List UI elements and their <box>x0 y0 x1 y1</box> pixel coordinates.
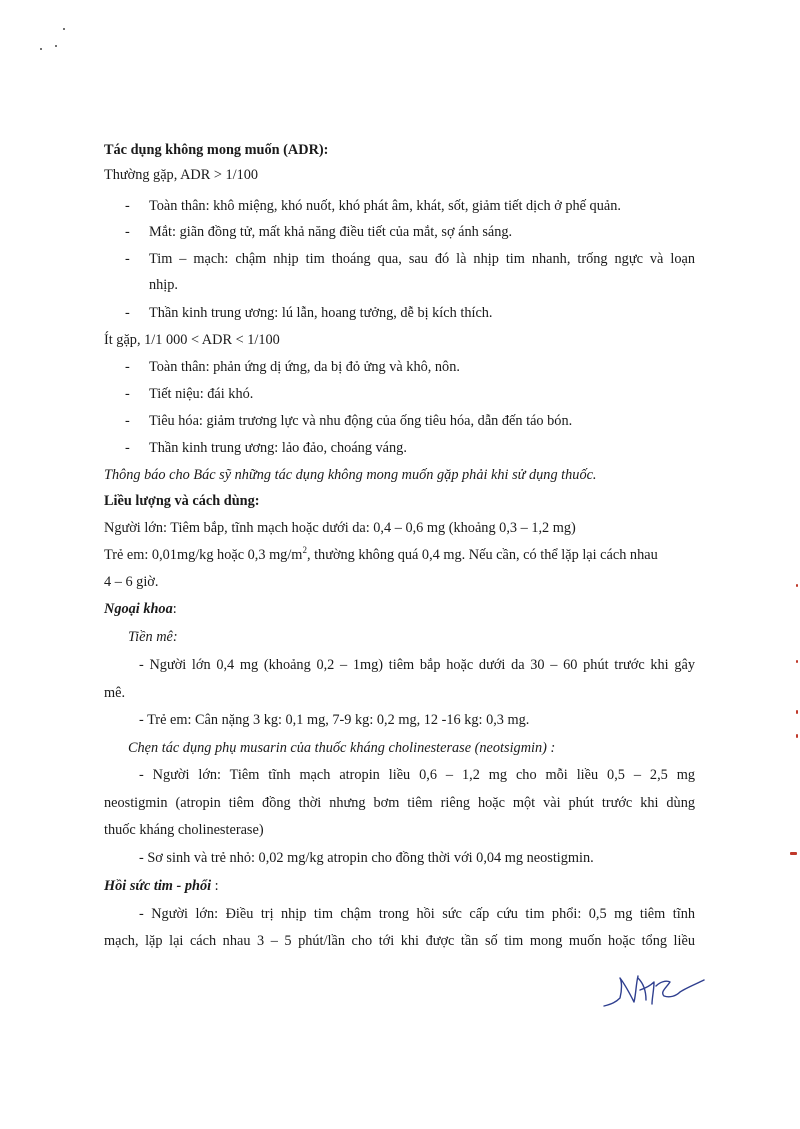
resus-heading-text: Hồi sức tim - phổi <box>104 878 212 894</box>
bullet-dash: - <box>125 251 130 267</box>
adr-common-item: Toàn thân: khô miệng, khó nuốt, khó phát âm, khát, sốt, giảm tiết dịch ở phế quản. <box>149 198 621 214</box>
adr-common-item: Mắt: giãn đồng tử, mất khả năng điều tiết của mắt, sợ ánh sáng. <box>149 224 513 240</box>
bullet-dash: - <box>125 440 130 456</box>
adr-common-item-continuation: nhịp. <box>149 277 178 293</box>
dosage-child-superscript: 2 <box>302 545 307 556</box>
dosage-child-text: Trẻ em: 0,01mg/kg hoặc 0,3 mg/m <box>104 547 303 563</box>
adr-common-item: Thần kinh trung ương: lú lẫn, hoang tưởng, dễ bị kích thích. <box>149 305 493 321</box>
resus-adult: - Người lớn: Điều trị nhịp tim chậm trong hồi sức cấp cứu tim phổi: 0,5 mg tiêm tĩnh <box>139 906 695 922</box>
margin-mark <box>790 852 797 855</box>
dosage-adult: Người lớn: Tiêm bắp, tĩnh mạch hoặc dưới da: 0,4 – 0,6 mg (khoảng 0,3 – 1,2 mg) <box>104 520 576 536</box>
adr-common-item: Tim – mạch: chậm nhịp tim thoáng qua, sau đó là nhịp tim nhanh, trống ngực và loạn <box>149 251 695 267</box>
resus-heading-colon: : <box>211 878 219 894</box>
block-newborn: - Sơ sinh và trẻ nhỏ: 0,02 mg/kg atropin cho đồng thời với 0,04 mg neostigmin. <box>139 850 594 866</box>
adr-heading: Tác dụng không mong muốn (ADR): <box>104 142 329 158</box>
adr-notice: Thông báo cho Bác sỹ những tác dụng không mong muốn gặp phải khi sử dụng thuốc. <box>104 467 597 483</box>
dosage-child-continuation: 4 – 6 giờ. <box>104 574 159 590</box>
premed-subheading: Tiền mê: <box>128 629 178 645</box>
adr-uncommon-item: Tiêu hóa: giảm trương lực và nhu động của ống tiêu hóa, dẫn đến táo bón. <box>149 413 573 429</box>
scan-speck <box>63 28 65 30</box>
premed-adult-continuation: mê. <box>104 685 126 701</box>
signature <box>600 968 710 1018</box>
bullet-dash: - <box>125 386 130 402</box>
dosage-heading: Liều lượng và cách dùng: <box>104 493 260 509</box>
surgery-heading-text: Ngoại khoa <box>104 601 173 617</box>
adr-uncommon-item: Tiết niệu: đái khó. <box>149 386 254 402</box>
bullet-dash: - <box>125 359 130 375</box>
adr-uncommon-item: Thần kinh trung ương: lảo đảo, choáng váng. <box>149 440 407 456</box>
adr-common-label: Thường gặp, ADR > 1/100 <box>104 167 259 183</box>
block-adult-continuation: thuốc kháng cholinesterase) <box>104 822 264 838</box>
adr-uncommon-label: Ít gặp, 1/1 000 < ADR < 1/100 <box>104 332 280 348</box>
premed-child: - Trẻ em: Cân nặng 3 kg: 0,1 mg, 7-9 kg: 0,2 mg, 12 -16 kg: 0,3 mg. <box>139 712 530 728</box>
resus-adult-continuation: mạch, lặp lại cách nhau 3 – 5 phút/lần cho tới khi được tần số tim mong muốn hoặc tổng liều <box>104 933 695 949</box>
premed-adult: - Người lớn 0,4 mg (khoảng 0,2 – 1mg) tiêm bắp hoặc dưới da 30 – 60 phút trước khi gây <box>139 657 695 673</box>
block-adult: - Người lớn: Tiêm tĩnh mạch atropin liều 0,6 – 1,2 mg cho mỗi liều 0,5 – 2,5 mg <box>139 767 695 783</box>
margin-mark <box>796 710 798 714</box>
scan-speck <box>40 48 42 50</box>
block-adult-continuation: neostigmin (atropin tiêm đồng thời nhưng bơm tiêm riêng hoặc một vài phút trước khi dùng <box>104 795 695 811</box>
block-subheading: Chẹn tác dụng phụ musarin của thuốc kháng cholinesterase (neotsigmin) : <box>128 740 556 756</box>
surgery-heading-colon: : <box>172 601 177 617</box>
dosage-child <box>104 545 658 565</box>
dosage-child-text-rest: , thường không quá 0,4 mg. Nếu cần, có thể lặp lại cách nhau <box>306 547 658 563</box>
bullet-dash: - <box>125 224 130 240</box>
surgery-heading <box>104 599 177 619</box>
bullet-dash: - <box>125 413 130 429</box>
scan-speck <box>55 45 57 47</box>
margin-mark <box>796 660 798 663</box>
resus-heading <box>104 876 219 896</box>
adr-uncommon-item: Toàn thân: phản ứng dị ứng, da bị đỏ ửng và khô, nôn. <box>149 359 460 375</box>
bullet-dash: - <box>125 305 130 321</box>
bullet-dash: - <box>125 198 130 214</box>
margin-mark <box>796 584 798 587</box>
margin-mark <box>796 734 798 738</box>
